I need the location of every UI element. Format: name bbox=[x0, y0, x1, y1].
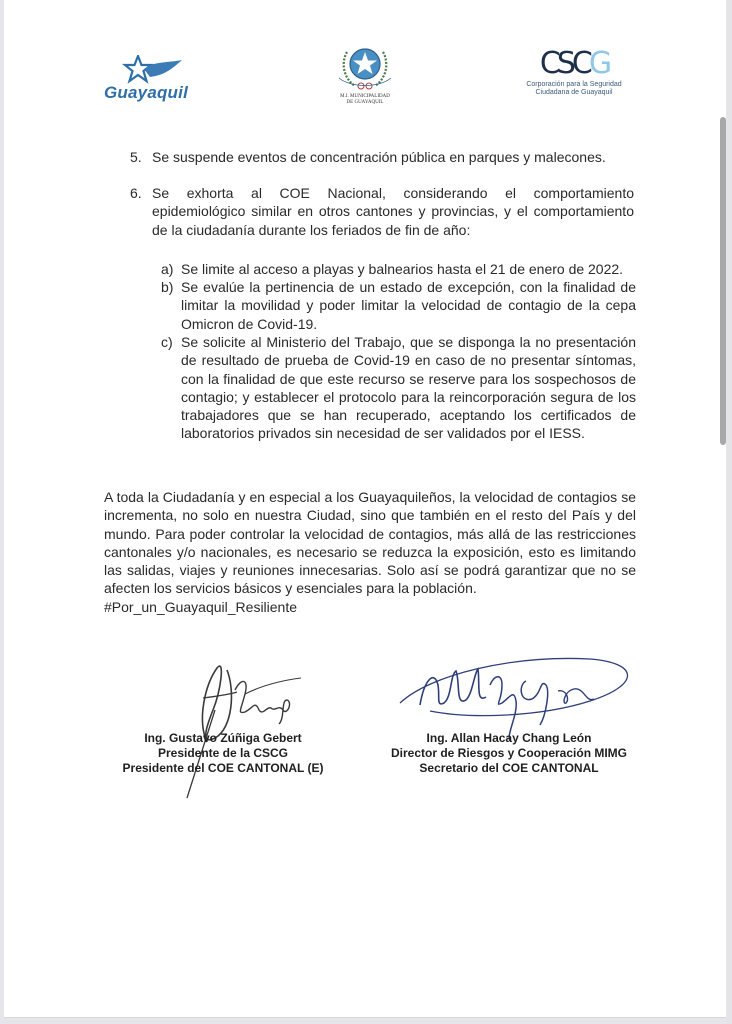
cscg-logo bbox=[518, 48, 630, 108]
sub-item-text: Se evalúe la pertinencia de un estado de excepción, con la finalidad de limitar la movilidad y poder limitar la velocidad de contagio de la cepa Omicron de Covid-19. bbox=[181, 279, 636, 332]
signature-block-right bbox=[364, 731, 654, 776]
signer-name: Ing. Allan Hacay Chang León bbox=[426, 731, 592, 745]
viewer-edge bbox=[727, 0, 732, 1024]
cscg-subtitle bbox=[518, 81, 630, 97]
signer-title: Presidente de la CSCG bbox=[157, 746, 289, 760]
municipality-caption bbox=[333, 94, 397, 106]
star-seal-icon bbox=[333, 44, 397, 94]
sub-item-letter: b) bbox=[161, 279, 174, 295]
guayaquil-logo-text: Guayaquil bbox=[104, 83, 188, 102]
item-text: Se exhorta al COE Nacional, considerando el comportamiento epidemiológico similar en otros cantones y provincias, y el comportamiento de la ciudadanía durante los feriados de fin de año: bbox=[152, 185, 634, 238]
cscg-subtitle-line1: Corporación para la Seguridad bbox=[526, 81, 622, 88]
cscg-subtitle-line2: Ciudadana de Guayaquil bbox=[535, 89, 613, 96]
guayaquil-logo bbox=[104, 55, 199, 105]
sub-item-letter: a) bbox=[161, 261, 174, 277]
closing-paragraph bbox=[104, 488, 636, 616]
document-page bbox=[4, 0, 726, 1018]
signature-scribble-left bbox=[175, 650, 315, 800]
sub-item-text: Se limite al acceso a playas y balnearios hasta el 21 de enero de 2022. bbox=[181, 261, 624, 277]
sub-item-letter: c) bbox=[161, 334, 173, 350]
municipality-seal bbox=[333, 44, 397, 116]
signature-scribble-right bbox=[390, 645, 640, 745]
signer-title: Presidente del COE CANTONAL (E) bbox=[122, 761, 324, 775]
signer-title: Secretario del COE CANTONAL bbox=[419, 761, 599, 775]
signature-block-left bbox=[108, 731, 338, 776]
municipality-caption-line1: M.I. MUNICIPALIDAD bbox=[340, 94, 390, 99]
vertical-scrollbar[interactable] bbox=[720, 117, 726, 445]
cscg-mark-main: CSC bbox=[539, 46, 589, 81]
sub-item-text: Se solicite al Ministerio del Trabajo, que se disponga la no presentación de resultado de prueba de Covid-19 en caso de no presentar síntomas, con la finalidad de que este recurso se reserve para los sospechosos de contagio; y establecer el protocolo para la reincorporación segura de los trabajadores que se han recuperado, aceptando los certificados de laboratorios privados sin necesidad de ser validados por el IESS. bbox=[181, 334, 636, 442]
cscg-mark bbox=[518, 48, 630, 80]
signer-name: Ing. Gustavo Zúñiga Gebert bbox=[144, 731, 302, 745]
item-number: 6. bbox=[130, 185, 142, 201]
item-text: Se suspende eventos de concentración pública en parques y malecones. bbox=[152, 149, 606, 165]
closing-text: A toda la Ciudadanía y en especial a los Guayaquileños, la velocidad de contagios se incrementa, no solo en nuestra Ciudad, sino que también en el resto del País y del mundo. Para poder controlar la velocidad de contagios, más allá de las restricciones cantonales y/o nacionales, es necesario se reduzca la exposición, esto es limitando las salidas, viajes y reuniones innecesarias. Solo así se podrá garantizar que no se afecten los servicios básicos y esenciales para la población. bbox=[104, 489, 636, 597]
cscg-mark-accent: G bbox=[588, 46, 609, 81]
item-number: 5. bbox=[130, 149, 142, 165]
signer-title: Director de Riesgos y Cooperación MIMG bbox=[390, 746, 628, 760]
hashtag: #Por_un_Guayaquil_Resiliente bbox=[104, 598, 298, 615]
municipality-caption-line2: DE GUAYAQUIL bbox=[346, 100, 384, 105]
star-wing-icon bbox=[122, 55, 184, 85]
